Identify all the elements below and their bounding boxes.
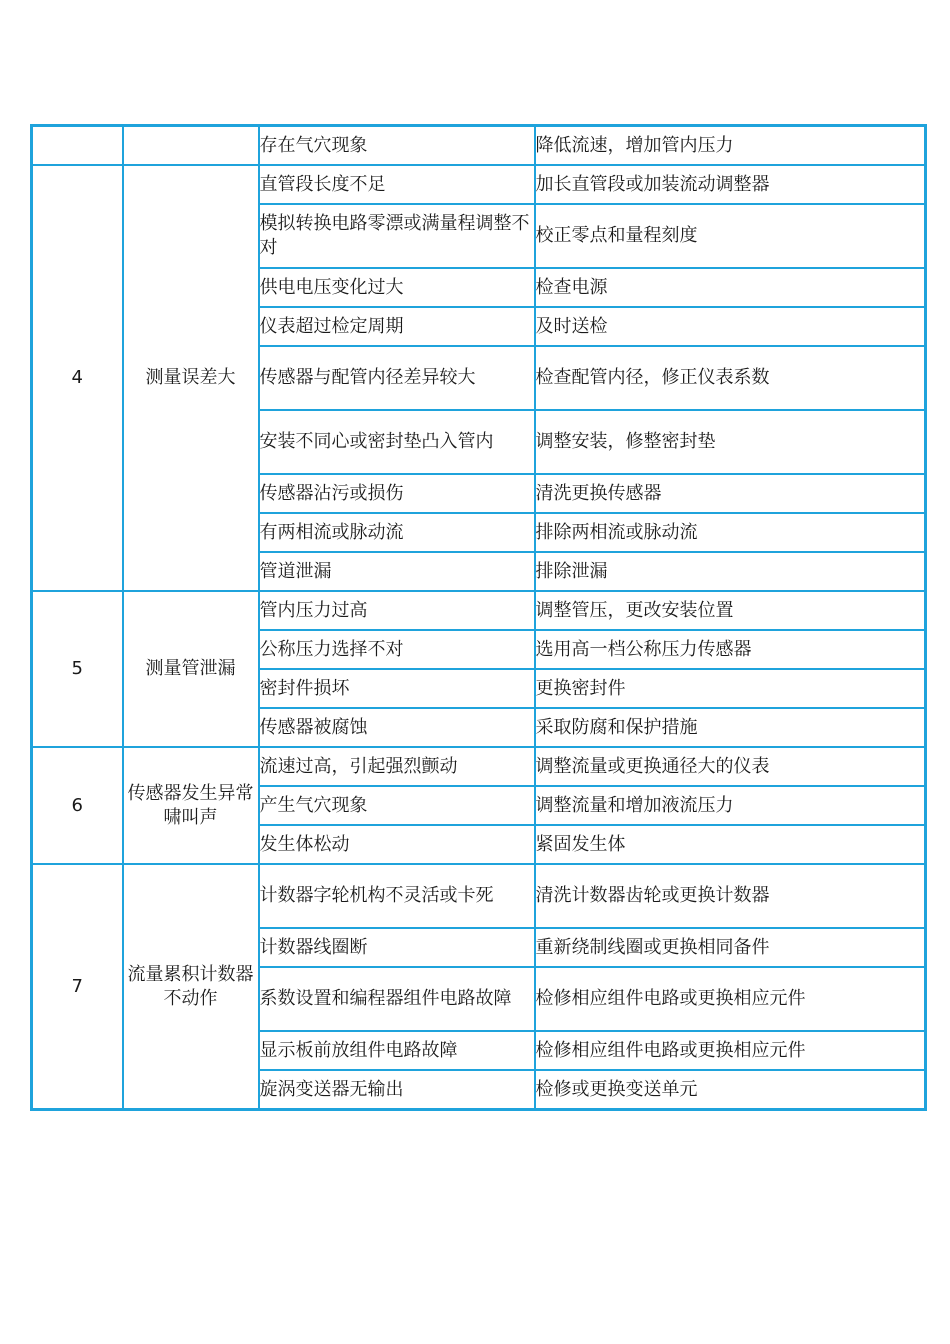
fault-remedy: 调整管压，更改安装位置 bbox=[535, 591, 926, 630]
fault-remedy: 调整流量和增加液流压力 bbox=[535, 786, 926, 825]
fault-remedy: 检查配管内径，修正仪表系数 bbox=[535, 346, 926, 410]
fault-table-body bbox=[32, 126, 926, 1110]
fault-cause: 计数器线圈断 bbox=[259, 928, 535, 967]
fault-remedy: 校正零点和量程刻度 bbox=[535, 204, 926, 268]
fault-cause: 仪表超过检定周期 bbox=[259, 307, 535, 346]
fault-remedy: 检修相应组件电路或更换相应元件 bbox=[535, 1031, 926, 1070]
fault-cause: 计数器字轮机构不灵活或卡死 bbox=[259, 864, 535, 928]
fault-cause: 传感器被腐蚀 bbox=[259, 708, 535, 747]
fault-cause: 存在气穴现象 bbox=[259, 126, 535, 166]
table-row bbox=[32, 126, 926, 166]
fault-number: 6 bbox=[32, 747, 123, 864]
fault-table bbox=[30, 124, 927, 1111]
table-row bbox=[32, 864, 926, 928]
fault-cause: 发生体松动 bbox=[259, 825, 535, 864]
table-row bbox=[32, 747, 926, 786]
fault-remedy: 重新绕制线圈或更换相同备件 bbox=[535, 928, 926, 967]
fault-symptom bbox=[123, 126, 259, 166]
fault-cause: 有两相流或脉动流 bbox=[259, 513, 535, 552]
fault-remedy: 检修相应组件电路或更换相应元件 bbox=[535, 967, 926, 1031]
fault-number: 4 bbox=[32, 165, 123, 591]
fault-cause: 产生气穴现象 bbox=[259, 786, 535, 825]
fault-cause: 模拟转换电路零漂或满量程调整不对 bbox=[259, 204, 535, 268]
fault-cause: 管内压力过高 bbox=[259, 591, 535, 630]
fault-remedy: 选用高一档公称压力传感器 bbox=[535, 630, 926, 669]
fault-remedy: 排除泄漏 bbox=[535, 552, 926, 591]
fault-symptom: 测量误差大 bbox=[123, 165, 259, 591]
fault-cause: 系数设置和编程器组件电路故障 bbox=[259, 967, 535, 1031]
fault-cause: 管道泄漏 bbox=[259, 552, 535, 591]
fault-number: 7 bbox=[32, 864, 123, 1110]
fault-number bbox=[32, 126, 123, 166]
fault-remedy: 加长直管段或加装流动调整器 bbox=[535, 165, 926, 204]
fault-cause: 直管段长度不足 bbox=[259, 165, 535, 204]
fault-cause: 传感器与配管内径差异较大 bbox=[259, 346, 535, 410]
table-row bbox=[32, 165, 926, 204]
fault-remedy: 更换密封件 bbox=[535, 669, 926, 708]
fault-symptom: 流量累积计数器不动作 bbox=[123, 864, 259, 1110]
fault-remedy: 调整安装，修整密封垫 bbox=[535, 410, 926, 474]
fault-cause: 公称压力选择不对 bbox=[259, 630, 535, 669]
fault-remedy: 检修或更换变送单元 bbox=[535, 1070, 926, 1110]
fault-symptom: 传感器发生异常啸叫声 bbox=[123, 747, 259, 864]
fault-cause: 流速过高，引起强烈颤动 bbox=[259, 747, 535, 786]
fault-remedy: 检查电源 bbox=[535, 268, 926, 307]
fault-remedy: 调整流量或更换通径大的仪表 bbox=[535, 747, 926, 786]
fault-number: 5 bbox=[32, 591, 123, 747]
fault-remedy: 及时送检 bbox=[535, 307, 926, 346]
fault-remedy: 排除两相流或脉动流 bbox=[535, 513, 926, 552]
fault-remedy: 采取防腐和保护措施 bbox=[535, 708, 926, 747]
fault-remedy: 降低流速，增加管内压力 bbox=[535, 126, 926, 166]
fault-cause: 旋涡变送器无输出 bbox=[259, 1070, 535, 1110]
fault-cause: 供电电压变化过大 bbox=[259, 268, 535, 307]
fault-remedy: 清洗计数器齿轮或更换计数器 bbox=[535, 864, 926, 928]
fault-cause: 密封件损坏 bbox=[259, 669, 535, 708]
fault-remedy: 紧固发生体 bbox=[535, 825, 926, 864]
fault-cause: 安装不同心或密封垫凸入管内 bbox=[259, 410, 535, 474]
fault-cause: 传感器沾污或损伤 bbox=[259, 474, 535, 513]
fault-cause: 显示板前放组件电路故障 bbox=[259, 1031, 535, 1070]
fault-symptom: 测量管泄漏 bbox=[123, 591, 259, 747]
table-row bbox=[32, 591, 926, 630]
fault-remedy: 清洗更换传感器 bbox=[535, 474, 926, 513]
